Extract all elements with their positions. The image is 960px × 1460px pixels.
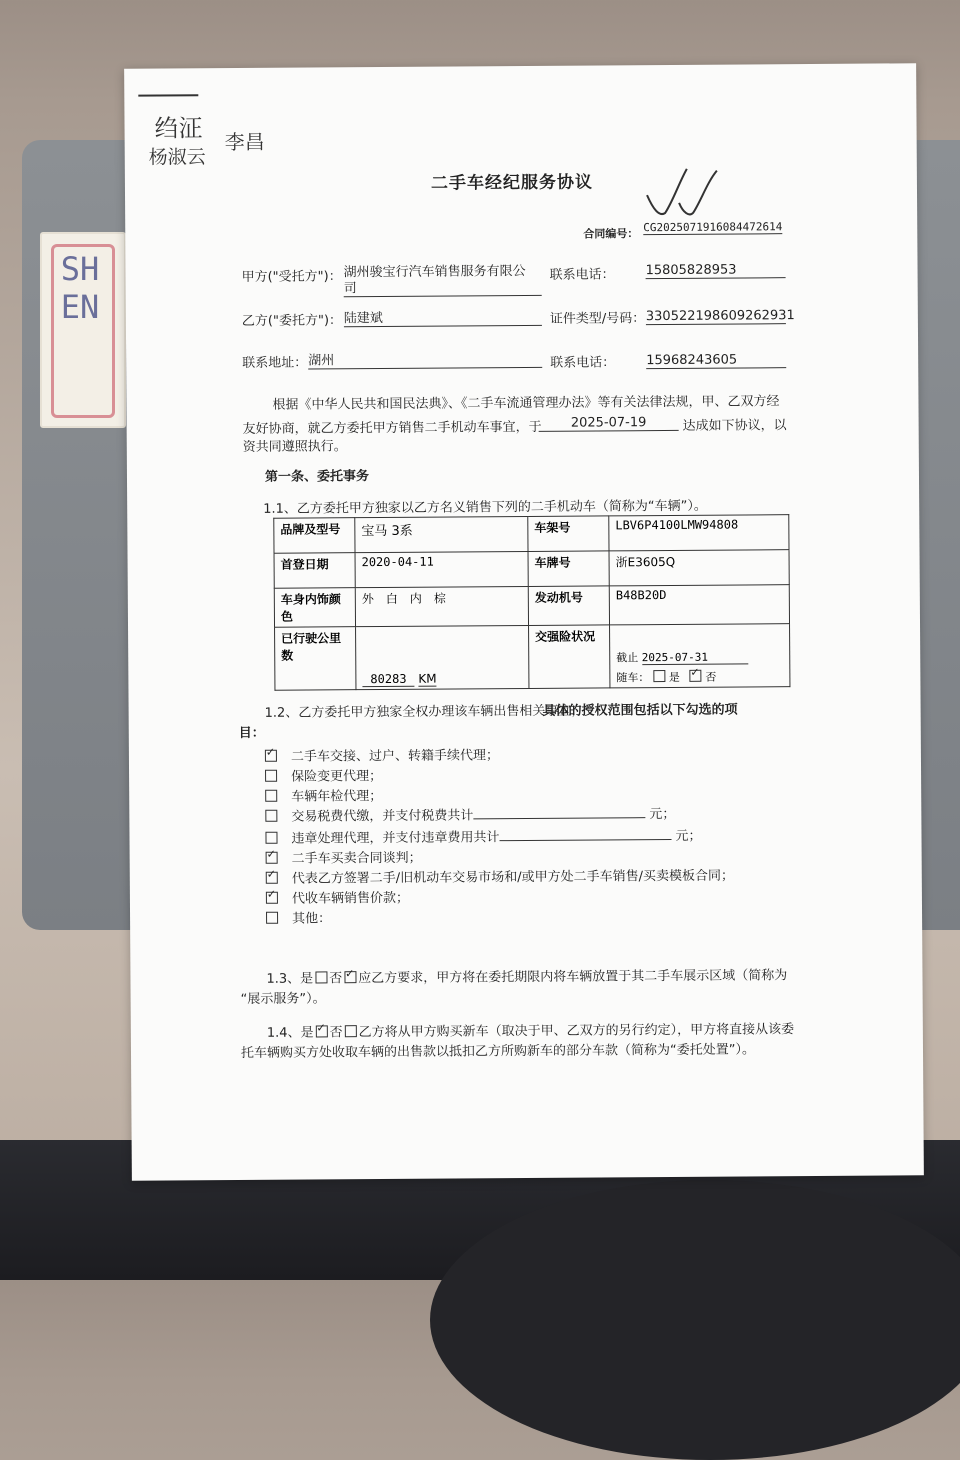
contract-number-label: 合同编号： bbox=[583, 227, 639, 241]
party-b-label: 乙方("委托方")： bbox=[241, 313, 343, 329]
color-value: 外 白 内 棕 bbox=[355, 586, 528, 626]
with-car-label: 随车： bbox=[616, 671, 650, 685]
vin-label: 车架号 bbox=[528, 516, 609, 552]
handwritten-checkmarks bbox=[643, 165, 733, 224]
with-car-no: 否 bbox=[705, 670, 717, 684]
reg-date-value: 2020-04-11 bbox=[355, 551, 528, 587]
contact-phone: 15968243605 bbox=[646, 352, 786, 369]
auth-checkbox[interactable] bbox=[266, 912, 278, 924]
clause-1-3-line2: “展示服务”）。 bbox=[240, 991, 326, 1007]
plate-label: 车牌号 bbox=[528, 551, 609, 587]
clause-1-4-line1: 1.4、是✓ 否 乙方将从甲方购买新车（取决于甲、乙双方的另行约定），甲方将直接从该委 bbox=[267, 1018, 794, 1041]
mileage-value: 80283 bbox=[362, 672, 414, 687]
auth-checkbox[interactable] bbox=[265, 750, 277, 762]
auth-checkbox[interactable] bbox=[266, 892, 278, 904]
auth-checkbox[interactable] bbox=[265, 832, 277, 844]
party-a-phone-label: 联系电话： bbox=[549, 267, 615, 283]
party-a-phone: 15805828953 bbox=[645, 262, 785, 279]
agreement-date: 2025-07-19 bbox=[539, 415, 679, 432]
clause-1-2-line2: 目： bbox=[238, 725, 265, 741]
clause-1-4-no-checkbox[interactable] bbox=[345, 1025, 357, 1037]
table-row bbox=[274, 515, 789, 554]
auth-checkbox[interactable] bbox=[266, 852, 278, 864]
contact-address-label: 联系地址： bbox=[242, 355, 308, 371]
auth-item: 保险变更代理； bbox=[265, 765, 382, 785]
auth-item: ✓代收车辆销售价款； bbox=[266, 887, 409, 907]
section-1-heading: 第一条、委托事务 bbox=[264, 469, 370, 485]
insurance-until-label: 截止 bbox=[616, 651, 639, 665]
auth-checkbox[interactable] bbox=[265, 810, 277, 822]
auth-item: ✓二手车买卖合同谈判； bbox=[266, 847, 422, 867]
with-car-yes-checkbox[interactable] bbox=[653, 670, 665, 682]
mileage-unit: KM bbox=[418, 671, 437, 686]
auth-item: 交易税费代缴，并支付税费共计 元； bbox=[265, 803, 675, 825]
engine-label: 发动机号 bbox=[528, 586, 609, 626]
with-car-no-checkbox[interactable] bbox=[689, 670, 701, 682]
handwritten-note-1: 绉泟 bbox=[154, 114, 203, 143]
clause-1-2-line1b: 具体的授权范围包括以下勾选的项 bbox=[542, 702, 738, 719]
with-car-yes: 是 bbox=[668, 670, 680, 684]
party-a-name: 湖州骏宝行汽车销售服务有限公 bbox=[343, 263, 526, 281]
intro-line-2a: 友好协商，就乙方委托甲方销售二手机动车事宜，于 bbox=[242, 419, 542, 437]
contact-address: 湖州 bbox=[308, 348, 542, 370]
tax-amount-blank[interactable] bbox=[473, 817, 645, 819]
table-row bbox=[275, 624, 790, 691]
violation-amount-blank[interactable] bbox=[500, 839, 672, 841]
insurance-label: 交强险状况 bbox=[529, 625, 610, 689]
contract-number: CG2025071916084472614 bbox=[643, 220, 783, 235]
intro-line-3: 资共同遵照执行。 bbox=[242, 439, 347, 455]
auth-item: 其他： bbox=[266, 907, 331, 926]
plate-value: 浙E3605Q bbox=[609, 550, 789, 586]
brand-label: 品牌及型号 bbox=[274, 518, 355, 554]
reg-date-label: 首登日期 bbox=[274, 553, 355, 589]
party-b-name: 陆建斌 bbox=[344, 306, 542, 327]
clause-1-4-yes-checkbox[interactable] bbox=[315, 1025, 327, 1037]
engine-value: B48B20D bbox=[609, 585, 789, 625]
contract-page bbox=[124, 63, 924, 1181]
vehicle-table bbox=[273, 514, 790, 691]
vin-value: LBV6P4100LMW94808 bbox=[609, 515, 789, 551]
intro-line-2b: 达成如下协议，以 bbox=[682, 418, 787, 434]
handwritten-dash bbox=[138, 94, 198, 96]
auth-checkbox[interactable] bbox=[266, 872, 278, 884]
auth-checkbox[interactable] bbox=[265, 770, 277, 782]
clause-1-4-line2: 托车辆购买方处收取车辆的出售款以抵扣乙方所购新车的部分车款（简称为“委托处置”）。 bbox=[240, 1042, 756, 1061]
handwritten-note-2: 杨淑云 bbox=[148, 146, 206, 169]
brand-value: 宝马 3系 bbox=[355, 516, 528, 552]
clause-1-3-line1: 1.3、是 否✓ 应乙方要求，甲方将在委托期限内将车辆放置于其二手车展示区域（简称为 bbox=[266, 964, 787, 987]
document-title: 二手车经纪服务协议 bbox=[430, 172, 594, 194]
intro-line-1: 根据《中华人民共和国民法典》、《二手车流通管理办法》等有关法律法规，甲、乙双方经 bbox=[272, 394, 780, 413]
auth-item: ✓二手车交接、过户、转籍手续代理； bbox=[265, 744, 499, 765]
handwritten-note-3: 李昌 bbox=[224, 129, 265, 155]
auth-item: ✓代表乙方签署二手/旧机动车交易市场和/或甲方处二手车销售/买卖模板合同； bbox=[266, 865, 734, 887]
mileage-label: 已行驶公里数 bbox=[275, 627, 356, 691]
auth-checkbox[interactable] bbox=[265, 790, 277, 802]
clause-1-3-no-checkbox[interactable] bbox=[344, 971, 356, 983]
party-a-name-line2: 司 bbox=[344, 276, 542, 297]
auth-item: 车辆年检代理； bbox=[265, 785, 382, 805]
clause-1-1: 1.1、乙方委托甲方独家以乙方名义销售下列的二手机动车（简称为“车辆”）。 bbox=[263, 498, 707, 517]
contact-phone-label: 联系电话： bbox=[550, 355, 616, 371]
table-row bbox=[274, 585, 789, 628]
label-text: SHEN bbox=[60, 250, 100, 326]
party-b-id: 330522198609262931 bbox=[645, 308, 795, 325]
insurance-until-date: 2025-07-31 bbox=[642, 650, 748, 665]
party-b-id-label: 证件类型/号码： bbox=[549, 311, 646, 327]
clause-1-3-yes-checkbox[interactable] bbox=[315, 971, 327, 983]
tape-label bbox=[40, 232, 126, 428]
table-row bbox=[274, 550, 789, 589]
auth-item: 违章处理代理，并支付违章费用共计 元； bbox=[265, 825, 701, 847]
color-label: 车身内饰颜色 bbox=[274, 588, 355, 628]
clause-1-2-line1a: 1.2、乙方委托甲方独家全权办理该车辆出售相关事宜， bbox=[264, 703, 585, 721]
party-a-label: 甲方("受托方")： bbox=[241, 269, 342, 285]
